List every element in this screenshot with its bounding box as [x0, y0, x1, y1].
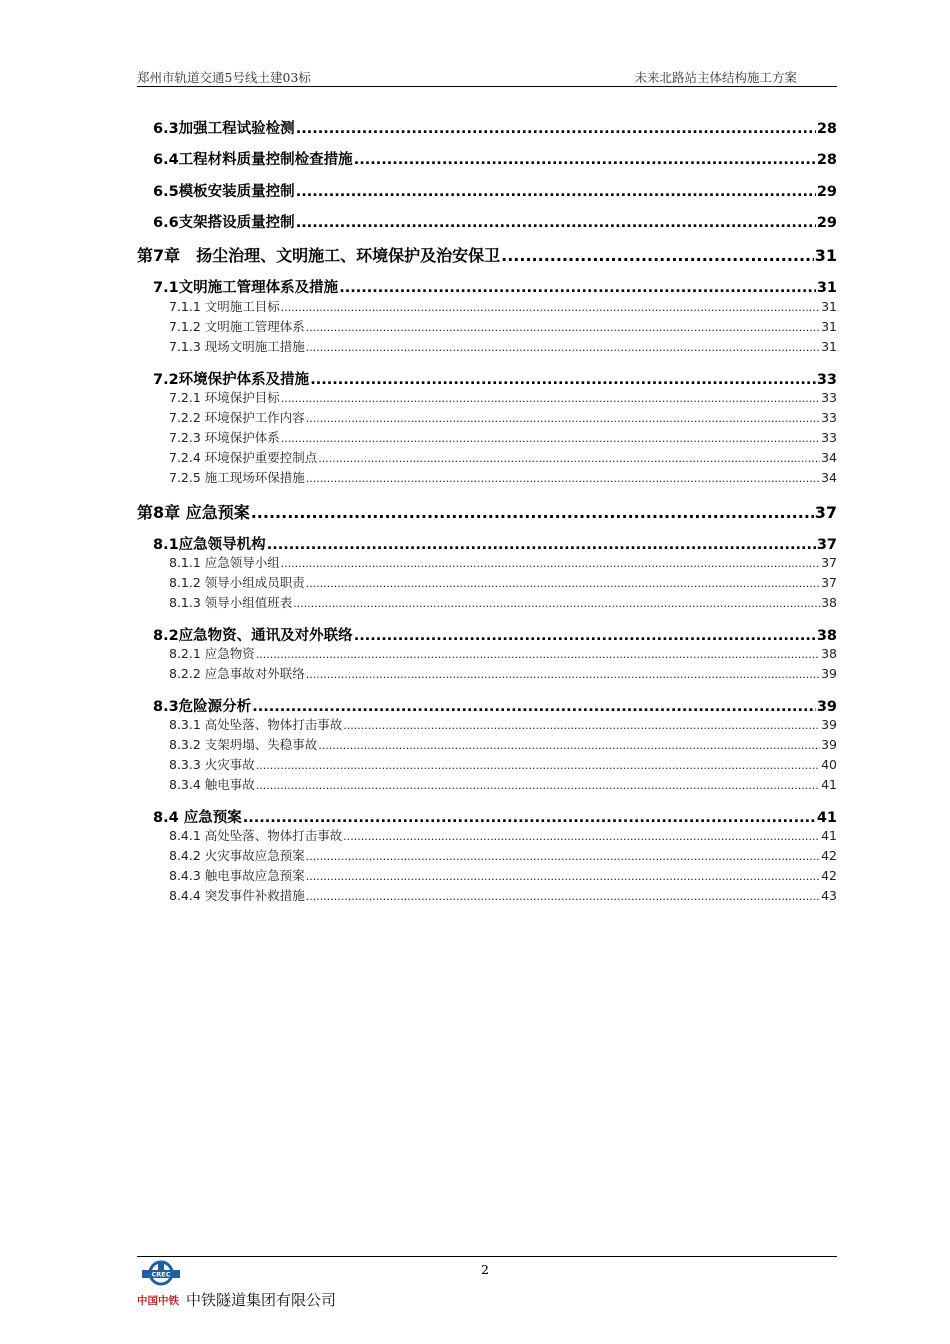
crec-logo-icon [139, 1260, 183, 1290]
toc-entry-title: 8.4 应急预案 [153, 810, 242, 826]
toc-dot-leader [343, 717, 820, 732]
toc-entry-title: 8.4.2 火灾事故应急预案 [169, 848, 305, 863]
toc-page-number: 31 [816, 280, 837, 296]
toc-dot-leader [306, 410, 820, 425]
toc-entry-title: 8.2应急物资、通讯及对外联络 [153, 628, 353, 644]
toc-page-number: 42 [821, 848, 837, 863]
toc-entry-level2[interactable] [153, 276, 837, 297]
toc-page-number: 42 [821, 868, 837, 883]
toc-page-number: 40 [821, 757, 837, 772]
toc-dot-leader [306, 888, 820, 903]
toc-dot-leader [256, 757, 820, 772]
toc-dot-leader [318, 450, 820, 465]
toc-page-number: 28 [816, 121, 837, 137]
toc-entry-title: 7.2环境保护体系及措施 [153, 372, 310, 388]
toc-page-number: 41 [821, 777, 837, 792]
toc-entry-level2[interactable] [153, 533, 837, 554]
toc-page-number: 37 [821, 555, 837, 570]
toc-entry-level3[interactable] [169, 715, 837, 733]
logo-caption: 中国中铁 [137, 1295, 179, 1307]
footer-divider [137, 1256, 837, 1257]
toc-page-number: 38 [821, 646, 837, 661]
header-right-text: 未来北路站主体结构施工方案 [634, 70, 797, 85]
toc-dot-leader [310, 372, 816, 388]
toc-entry-level3[interactable] [169, 593, 837, 611]
toc-dot-leader [306, 666, 820, 681]
toc-entry-title: 8.1.1 应急领导小组 [169, 555, 280, 570]
toc-dot-leader [306, 848, 820, 863]
header-divider [137, 86, 837, 87]
toc-entry-level3[interactable] [169, 775, 837, 793]
toc-entry-title: 7.1文明施工管理体系及措施 [153, 280, 339, 296]
toc-page-number: 37 [821, 575, 837, 590]
toc-entry-title: 8.2.2 应急事故对外联络 [169, 666, 305, 681]
toc-entry-title: 6.5模板安装质量控制 [153, 184, 295, 200]
toc-entry-level3[interactable] [169, 428, 837, 446]
page-header [137, 66, 837, 86]
toc-page-number: 41 [816, 810, 837, 826]
toc-dot-leader [281, 390, 820, 405]
toc-entry-level2[interactable] [153, 180, 837, 201]
toc-entry-title: 8.4.4 突发事件补救措施 [169, 888, 305, 903]
toc-entry-level2[interactable] [153, 695, 837, 716]
toc-page-number: 39 [821, 666, 837, 681]
toc-entry-level2[interactable] [153, 624, 837, 645]
toc-entry-title: 第8章 应急预案 [137, 503, 250, 522]
toc-entry-level2[interactable] [153, 117, 837, 138]
toc-dot-leader [306, 868, 820, 883]
toc-dot-leader [293, 595, 820, 610]
toc-page-number: 33 [821, 430, 837, 445]
toc-entry-level2[interactable] [153, 806, 837, 827]
toc-page-number: 33 [821, 410, 837, 425]
toc-dot-leader [281, 430, 820, 445]
toc-entry-level3[interactable] [169, 468, 837, 486]
toc-entry-title: 8.2.1 应急物资 [169, 646, 255, 661]
toc-entry-title: 6.4工程材料质量控制检查措施 [153, 152, 353, 168]
toc-entry-title: 7.2.2 环境保护工作内容 [169, 410, 305, 425]
toc-entry-level3[interactable] [169, 886, 837, 904]
toc-dot-leader [267, 537, 816, 553]
toc-entry-title: 7.1.2 文明施工管理体系 [169, 319, 305, 334]
logo-mark-text: CREC [151, 1270, 171, 1279]
toc-entry-title: 8.1.3 领导小组值班表 [169, 595, 293, 610]
toc-page-number: 38 [816, 628, 837, 644]
toc-entry-title: 8.3.2 支架坍塌、失稳事故 [169, 737, 318, 752]
toc-entry-title: 7.2.5 施工现场环保措施 [169, 470, 305, 485]
toc-page-number: 31 [821, 339, 837, 354]
toc-page-number: 39 [821, 717, 837, 732]
toc-entry-level3[interactable] [169, 826, 837, 844]
toc-page-number: 41 [821, 828, 837, 843]
toc-entry-level2[interactable] [153, 211, 837, 232]
toc-entry-level2[interactable] [153, 368, 837, 389]
toc-entry-title: 8.4.3 触电事故应急预案 [169, 868, 305, 883]
toc-entry-level3[interactable] [169, 408, 837, 426]
toc-entry-title: 8.3.3 火灾事故 [169, 757, 255, 772]
toc-entry-title: 8.3危险源分析 [153, 699, 252, 715]
toc-dot-leader [306, 575, 820, 590]
toc-page-number: 31 [814, 246, 837, 265]
toc-entry-title: 8.3.1 高处坠落、物体打击事故 [169, 717, 343, 732]
toc-page-number: 28 [816, 152, 837, 168]
toc-entry-title: 7.2.3 环境保护体系 [169, 430, 280, 445]
toc-entry-level3[interactable] [169, 846, 837, 864]
toc-entry-title: 8.4.1 高处坠落、物体打击事故 [169, 828, 343, 843]
page-number: 2 [481, 1262, 489, 1277]
toc-page-number: 37 [814, 503, 837, 522]
toc-entry-level3[interactable] [169, 755, 837, 773]
toc-entry-level3[interactable] [169, 448, 837, 466]
toc-page-number: 43 [821, 888, 837, 903]
toc-entry-title: 8.1.2 领导小组成员职责 [169, 575, 305, 590]
toc-entry-title: 7.2.4 环境保护重要控制点 [169, 450, 318, 465]
toc-entry-title: 7.1.1 文明施工目标 [169, 299, 280, 314]
header-left-text: 郑州市轨道交通5号线土建03标 [137, 70, 311, 85]
toc-dot-leader [306, 339, 820, 354]
toc-dot-leader [296, 184, 816, 200]
toc-entry-level3[interactable] [169, 388, 837, 406]
company-name: 中铁隧道集团有限公司 [186, 1291, 337, 1309]
toc-entry-title: 第7章 扬尘治理、文明施工、环境保护及治安保卫 [137, 246, 501, 265]
toc-entry-level2[interactable] [153, 148, 837, 169]
toc-entry-title: 6.3加强工程试验检测 [153, 121, 295, 137]
toc-dot-leader [339, 280, 816, 296]
toc-entry-level3[interactable] [169, 297, 837, 315]
toc-dot-leader [281, 299, 820, 314]
toc-dot-leader [296, 215, 816, 231]
toc-dot-leader [343, 828, 820, 843]
toc-page-number: 38 [821, 595, 837, 610]
toc-page-number: 39 [816, 699, 837, 715]
toc-entry-level3[interactable] [169, 337, 837, 355]
toc-dot-leader [256, 646, 820, 661]
toc-entry-level3[interactable] [169, 735, 837, 753]
toc-dot-leader [252, 699, 816, 715]
toc-dot-leader [318, 737, 820, 752]
toc-dot-leader [306, 470, 820, 485]
toc-dot-leader [354, 628, 816, 644]
toc-dot-leader [306, 319, 820, 334]
toc-page-number: 29 [816, 184, 837, 200]
toc-dot-leader [296, 121, 816, 137]
toc-page-number: 37 [816, 537, 837, 553]
toc-entry-level3[interactable] [169, 317, 837, 335]
toc-dot-leader [251, 503, 814, 522]
toc-entry-level3[interactable] [169, 866, 837, 884]
toc-entry-level3[interactable] [169, 573, 837, 591]
toc-dot-leader [501, 246, 814, 265]
toc-entry-level3[interactable] [169, 644, 837, 662]
toc-entry-title: 7.2.1 环境保护目标 [169, 390, 280, 405]
toc-page-number: 34 [821, 470, 837, 485]
toc-page-number: 33 [821, 390, 837, 405]
toc-dot-leader [281, 555, 820, 570]
toc-page-number: 31 [821, 299, 837, 314]
toc-dot-leader [354, 152, 816, 168]
toc-entry-level3[interactable] [169, 664, 837, 682]
toc-entry-title: 6.6支架搭设质量控制 [153, 215, 295, 231]
toc-entry-title: 7.1.3 现场文明施工措施 [169, 339, 305, 354]
toc-entry-title: 8.3.4 触电事故 [169, 777, 255, 792]
toc-page-number: 29 [816, 215, 837, 231]
toc-page-number: 31 [821, 319, 837, 334]
toc-page-number: 39 [821, 737, 837, 752]
toc-page-number: 33 [816, 372, 837, 388]
toc-page-number: 34 [821, 450, 837, 465]
toc-entry-title: 8.1应急领导机构 [153, 537, 266, 553]
toc-entry-level3[interactable] [169, 553, 837, 571]
toc-dot-leader [243, 810, 816, 826]
toc-dot-leader [256, 777, 820, 792]
toc-entry-level1[interactable] [137, 243, 837, 266]
toc-entry-level1[interactable] [137, 500, 837, 523]
